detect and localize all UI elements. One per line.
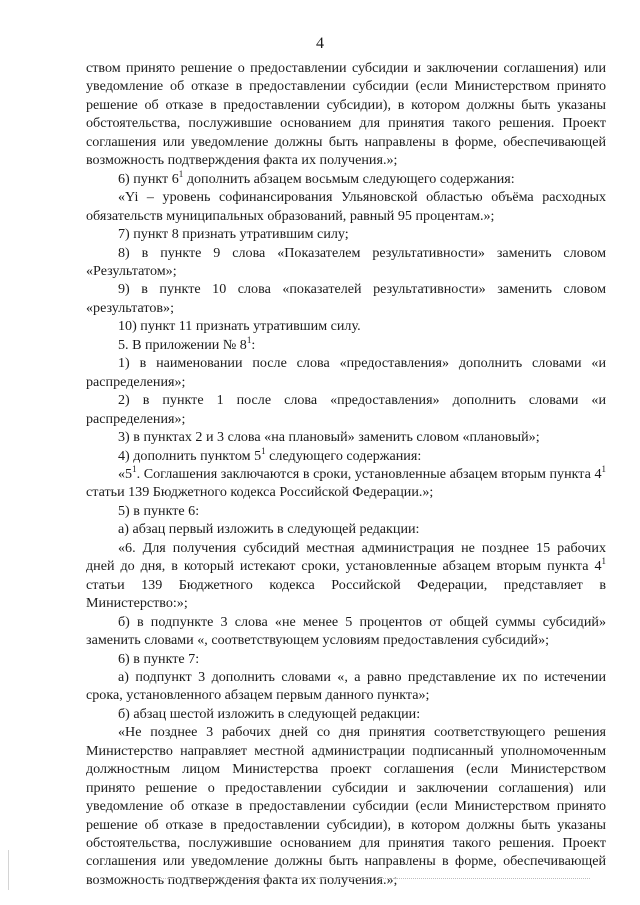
scan-artifact-line — [150, 878, 590, 879]
paragraph-subitem-4 — [86, 447, 606, 465]
paragraph-quote-yi: «Yi – уровень софинансирования Ульяновской областью объёма расходных обязательств муниципальных образований, равный 95 процентам.»; — [86, 189, 606, 224]
text-fragment: : — [251, 336, 256, 353]
paragraph-subitem-5: 5) в пункте 6: — [118, 502, 200, 519]
paragraph-item-8: 8) в пункте 9 слова «Показателем результативности» заменить словом «Результатом»; — [86, 244, 606, 279]
paragraph-item-9: 9) в пункте 10 слова «показателей результативности» заменить словом «результатов»; — [86, 281, 606, 316]
paragraph-subitem-5a: а) абзац первый изложить в следующей редакции: — [118, 521, 420, 538]
paragraph-subitem-6a: а) подпункт 3 дополнить словами «, а равно представление их по истечении срока, установленного абзацем первым данного пункта»; — [86, 668, 606, 704]
superscript: 1 — [601, 556, 606, 567]
paragraph-subitem-2: 2) в пункте 1 после слова «предоставления» дополнить словами «и распределения»; — [86, 392, 606, 427]
text-fragment: статьи 139 Бюджетного кодекса Российской Федерации.»; — [86, 484, 434, 501]
paragraph-section-5 — [86, 336, 606, 354]
paragraph-item-6 — [86, 170, 606, 188]
text-fragment: «5 — [118, 465, 133, 482]
paragraph-subitem-5b: б) в подпункте 3 слова «не менее 5 процентов от общей суммы субсидий» заменить словами «, соответствующем условиям предоставления субсидий»; — [86, 613, 606, 649]
paragraph-subitem-3: 3) в пунктах 2 и 3 слова «на плановый» заменить словом «плановый»; — [118, 429, 540, 446]
text-fragment: следующего содержания: — [265, 447, 422, 464]
paragraph-quote-5-1 — [86, 465, 606, 502]
paragraph-item-10: 10) пункт 11 признать утратившим силу. — [118, 318, 361, 335]
superscript: 1 — [601, 463, 606, 474]
paragraph-item-7: 7) пункт 8 признать утратившим силу; — [118, 226, 349, 243]
paragraph-quote-final: «Не позднее 3 рабочих дней со дня принятия соответствующего решения Министерство направляет местной администрации подписанный уполномоченным должностным лицом Министерства проект соглашения (если Министерством принято решение о предоставлении субсидии и заключении соглашения) или уведомление об отказе в предоставлении субсидии (если Министерством принято решение об отказе в предоставлении субсидии), в котором должны быть указаны обстоятельства, послужившие основанием для принятия такого решения. Проект соглашения или уведомление должны быть направлены в форме, обеспечивающей возможность подтверждения факта их получения.»; — [86, 724, 606, 888]
text-fragment: . Соглашения заключаются в сроки, установленные абзацем вторым пункта 4 — [136, 465, 602, 482]
superscript: 1 — [246, 334, 252, 345]
text-fragment: 4) дополнить пунктом 5 — [118, 447, 262, 464]
page-number: 4 — [316, 35, 324, 52]
text-fragment: дополнить абзацем восьмым следующего содержания: — [183, 170, 515, 187]
paragraph-subitem-1: 1) в наименовании после слова «предоставления» дополнить словами «и распределения»; — [86, 355, 606, 390]
text-fragment: 6) пункт 6 — [118, 170, 179, 187]
superscript: 1 — [178, 168, 184, 179]
paragraph-subitem-6b: б) абзац шестой изложить в следующей редакции: — [118, 705, 421, 722]
scan-artifact-edge — [8, 850, 9, 890]
text-fragment: «6. Для получения субсидий местная администрация не позднее 15 рабочих дней до дня, в который истекают сроки, установленные абзацем вторым пункта 4 — [86, 539, 606, 575]
paragraph-subitem-6: 6) в пункте 7: — [118, 650, 200, 667]
paragraph-quote-6 — [86, 539, 606, 613]
paragraph-continuation: ством принято решение о предоставлении субсидии и заключении соглашения) или уведомление об отказе в предоставлении субсидии (если Министерством принято решение об отказе в предоставлении субсидии), в котором должны быть указаны обстоятельства, послужившие основанием для принятия такого решения. Проект соглашения или уведомление должны быть направлены в форме, обеспечивающей возможность подтверждения факта их получения.»; — [86, 60, 606, 169]
superscript: 1 — [132, 463, 137, 474]
text-fragment: 5. В приложении № 8 — [118, 336, 247, 353]
text-fragment: статьи 139 Бюджетного кодекса Российской Федерации, представляет в Министерство:»; — [86, 576, 606, 612]
document-body — [86, 59, 606, 889]
superscript: 1 — [261, 445, 266, 456]
